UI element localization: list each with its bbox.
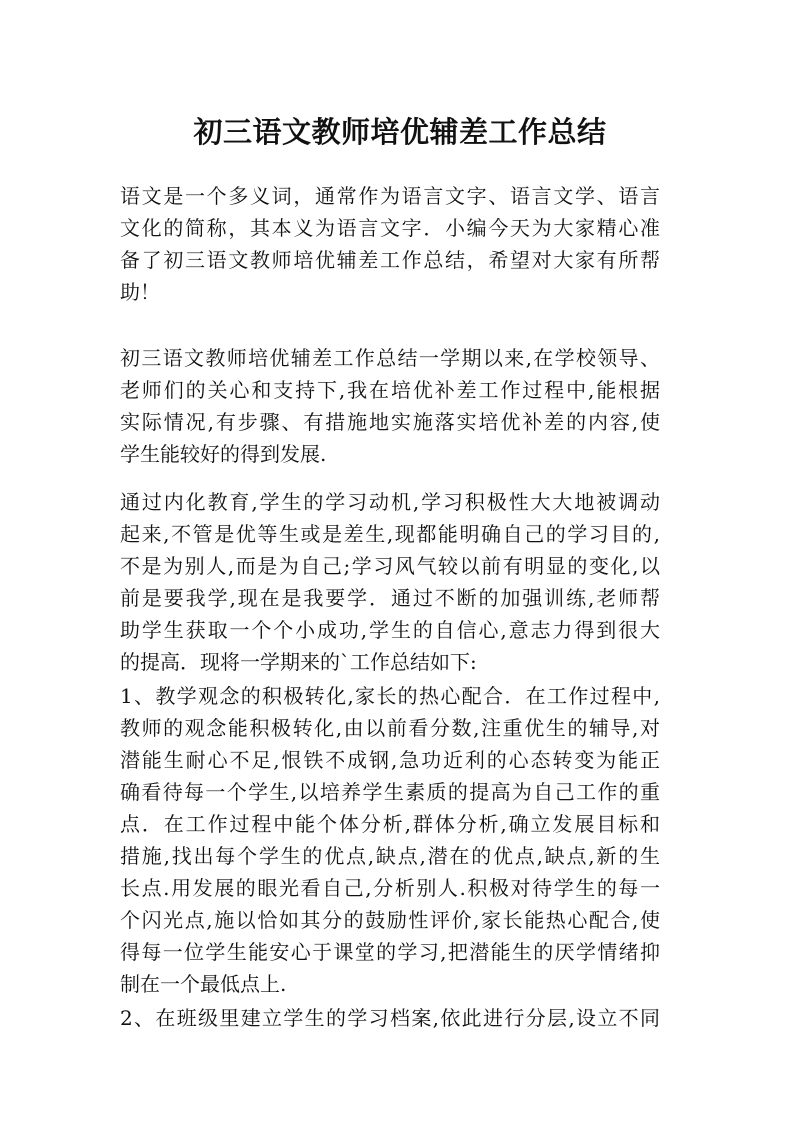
paragraph-intro (120, 180, 660, 308)
text-line: 个闪光点,施以恰如其分的鼓励性评价,家长能热心配合,使 (120, 908, 660, 932)
paragraph-summary-intro (120, 342, 660, 470)
text-line: 长点.用发展的眼光看自己,分析别人.积极对待学生的每一 (120, 876, 660, 900)
text-line: 教师的观念能积极转化,由以前看分数,注重优生的辅导,对 (120, 716, 660, 740)
text-line: 确看待每一个学生,以培养学生素质的提高为自己工作的重 (120, 780, 660, 804)
text-line: 老师们的关心和支持下,我在培优补差工作过程中,能根据 (120, 378, 660, 402)
document-title: 初三语文教师培优辅差工作总结 (193, 115, 607, 149)
text-line: 不是为别人,而是为自己;学习风气较以前有明显的变化,以 (120, 554, 660, 578)
paragraph-motivation (120, 486, 660, 678)
text-line: 备了初三语文教师培优辅差工作总结，希望对大家有所帮 (120, 248, 660, 272)
text-line: 制在一个最低点上. (120, 972, 287, 996)
text-line: 助！ (120, 280, 160, 304)
text-line: 1、教学观念的积极转化,家长的热心配合．在工作过程中, (120, 684, 660, 708)
text-line: 起来,不管是优等生或是差生,现都能明确自己的学习目的, (120, 522, 660, 546)
paragraph-point-1 (120, 680, 660, 1000)
text-line: 学生能较好的得到发展. (120, 442, 327, 466)
text-line: 通过内化教育,学生的学习动机,学习积极性大大地被调动 (120, 490, 660, 514)
text-line: 潜能生耐心不足,恨铁不成钢,急功近利的心态转变为能正 (120, 748, 660, 772)
text-line: 2、在班级里建立学生的学习档案,依此进行分层,设立不同 (120, 1006, 660, 1030)
text-line: 得每一位学生能安心于课堂的学习,把潜能生的厌学情绪抑 (120, 940, 660, 964)
text-line: 助学生获取一个个小成功,学生的自信心,意志力得到很大 (120, 618, 660, 642)
text-line: 初三语文教师培优辅差工作总结一学期以来,在学校领导、 (120, 346, 660, 370)
paragraph-point-2 (120, 1002, 660, 1034)
text-line: 措施,找出每个学生的优点,缺点,潜在的优点,缺点,新的生 (120, 844, 660, 868)
text-line: 语文是一个多义词，通常作为语言文字、语言文学、语言 (120, 184, 660, 208)
text-line: 点．在工作过程中能个体分析,群体分析,确立发展目标和 (120, 812, 660, 836)
text-line: 实际情况,有步骤、有措施地实施落实培优补差的内容,使 (120, 410, 660, 434)
text-line: 文化的简称，其本义为语言文字．小编今天为大家精心准 (120, 216, 660, 240)
text-line: 前是要我学,现在是我要学．通过不断的加强训练,老师帮 (120, 586, 660, 610)
text-line: 的提高．现将一学期来的`工作总结如下: (120, 650, 477, 674)
